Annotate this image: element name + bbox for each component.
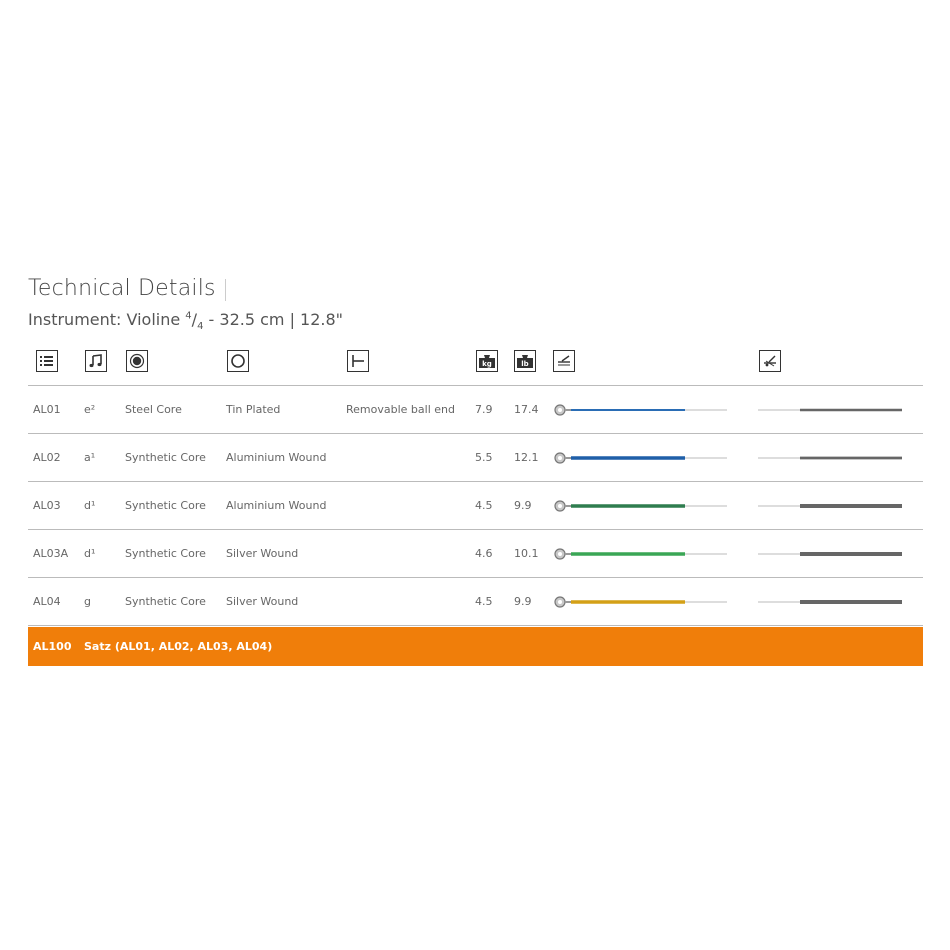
string-winding: Aluminium Wound bbox=[226, 499, 327, 512]
svg-text:kg: kg bbox=[482, 360, 492, 368]
string-image bbox=[553, 448, 728, 468]
string-winding: Silver Wound bbox=[226, 547, 299, 560]
string-image bbox=[553, 592, 728, 612]
string-winding: Aluminium Wound bbox=[226, 451, 327, 464]
string-code: AL03 bbox=[33, 499, 61, 512]
set-row[interactable] bbox=[28, 627, 923, 666]
music-note-icon bbox=[85, 350, 107, 372]
bass-string-icon bbox=[759, 350, 781, 372]
instrument-subtitle bbox=[28, 310, 343, 332]
subtitle-suffix: - 32.5 cm | 12.8" bbox=[203, 310, 344, 329]
svg-text:lb: lb bbox=[521, 360, 529, 368]
list-icon bbox=[36, 350, 58, 372]
fraction-denominator: 4 bbox=[197, 321, 204, 333]
string-image bbox=[553, 400, 728, 420]
tension-kg: 5.5 bbox=[475, 451, 493, 464]
string-code: AL01 bbox=[33, 403, 61, 416]
string-code: AL04 bbox=[33, 595, 61, 608]
table-row[interactable] bbox=[28, 434, 923, 481]
string-core: Steel Core bbox=[125, 403, 182, 416]
string-detail-image bbox=[758, 496, 903, 516]
tension-lb: 12.1 bbox=[514, 451, 539, 464]
tension-kg: 7.9 bbox=[475, 403, 493, 416]
tension-lb: 9.9 bbox=[514, 595, 532, 608]
string-core: Synthetic Core bbox=[125, 595, 206, 608]
string-note: d¹ bbox=[84, 547, 96, 560]
subtitle-prefix: Instrument: Violine bbox=[28, 310, 186, 329]
table-row[interactable] bbox=[28, 578, 923, 625]
string-detail-image bbox=[758, 448, 903, 468]
set-description: Satz (AL01, AL02, AL03, AL04) bbox=[84, 640, 273, 653]
table-row[interactable] bbox=[28, 482, 923, 529]
tension-lb: 17.4 bbox=[514, 403, 539, 416]
string-code: AL02 bbox=[33, 451, 61, 464]
string-image bbox=[553, 544, 728, 564]
string-image bbox=[553, 496, 728, 516]
string-core: Synthetic Core bbox=[125, 499, 206, 512]
string-core: Synthetic Core bbox=[125, 451, 206, 464]
string-note: a¹ bbox=[84, 451, 96, 464]
string-end: Removable ball end bbox=[346, 403, 455, 416]
string-detail-image bbox=[758, 592, 903, 612]
fraction-separator: / bbox=[191, 310, 198, 329]
set-code: AL100 bbox=[33, 640, 72, 653]
fraction-numerator: 4 bbox=[185, 310, 192, 322]
string-winding: Silver Wound bbox=[226, 595, 299, 608]
tension-lb: 9.9 bbox=[514, 499, 532, 512]
core-icon bbox=[126, 350, 148, 372]
table-row[interactable] bbox=[28, 386, 923, 433]
string-note: d¹ bbox=[84, 499, 96, 512]
tension-lb: 10.1 bbox=[514, 547, 539, 560]
string-core: Synthetic Core bbox=[125, 547, 206, 560]
row-divider bbox=[28, 625, 923, 626]
column-icon-header bbox=[0, 350, 950, 378]
string-detail-image bbox=[758, 544, 903, 564]
string-note: g bbox=[84, 595, 91, 608]
tension-kg: 4.6 bbox=[475, 547, 493, 560]
page-title: Technical Details bbox=[28, 276, 216, 301]
tension-kg: 4.5 bbox=[475, 499, 493, 512]
string-winding: Tin Plated bbox=[226, 403, 281, 416]
table-row[interactable] bbox=[28, 530, 923, 577]
winding-icon bbox=[227, 350, 249, 372]
tension-icon bbox=[553, 350, 575, 372]
string-detail-image bbox=[758, 400, 903, 420]
ball-end-icon bbox=[347, 350, 369, 372]
lb-weight-icon bbox=[514, 350, 536, 372]
kg-weight-icon bbox=[476, 350, 498, 372]
tension-kg: 4.5 bbox=[475, 595, 493, 608]
title-divider bbox=[225, 279, 226, 301]
string-code: AL03A bbox=[33, 547, 69, 560]
string-note: e² bbox=[84, 403, 96, 416]
